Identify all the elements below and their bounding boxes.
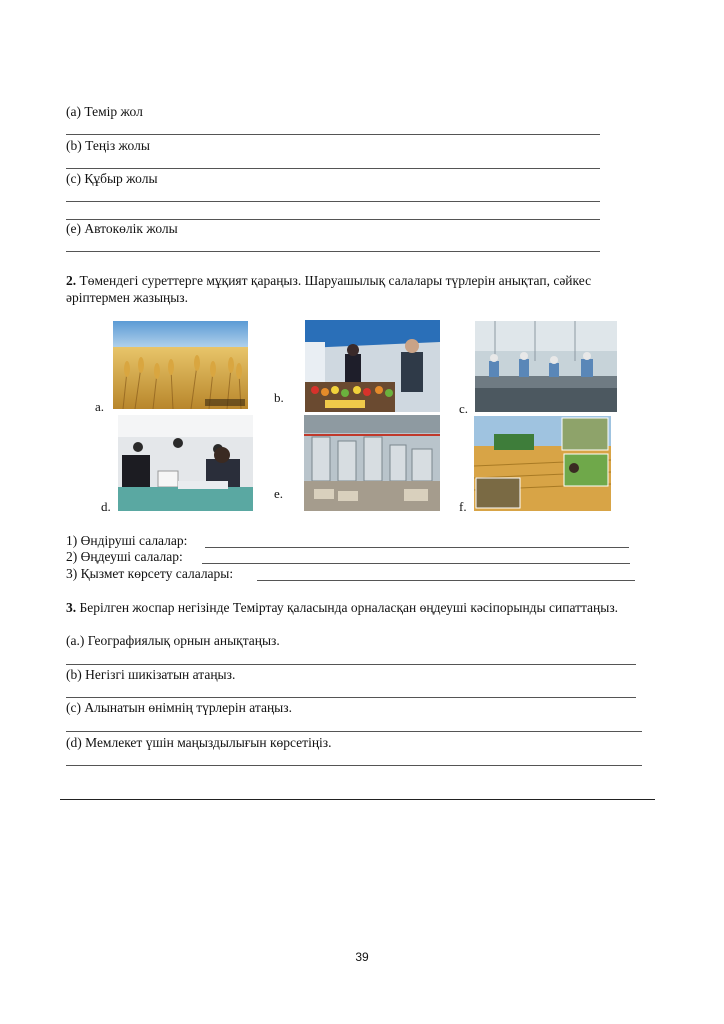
answer-line: [66, 168, 600, 169]
harvest-collage-photo: [474, 416, 611, 511]
answer-line: [205, 547, 629, 548]
question-2: [66, 272, 656, 306]
q3-item-a: (а.) Географиялық орнын анықтаңыз.: [66, 633, 280, 648]
processing-plant-photo: [304, 415, 440, 511]
answer-label-2: 2) Өңдеуші салалар:: [66, 549, 183, 564]
q1-item-c: (c) Құбыр жолы: [66, 171, 158, 186]
image-letter-f: f.: [459, 499, 467, 514]
question-number: 2.: [66, 273, 77, 288]
answer-line: [66, 219, 600, 220]
question-3: [66, 599, 656, 616]
question-text: Төмендегі суреттерге мұқият қараңыз. Шаруашылық салалары түрлерін анықтап, сәйкес әріптермен жазыңыз.: [66, 273, 592, 305]
q3-item-c: (c) Алынатын өнімнің түрлерін атаңыз.: [66, 700, 292, 715]
image-letter-e: e.: [274, 486, 284, 501]
q3-item-d: (d) Мемлекет үшін маңыздылығын көрсетіңіз.: [66, 735, 332, 750]
bank-office-photo: [118, 415, 253, 511]
q1-item-b: (b) Теңіз жолы: [66, 138, 150, 153]
answer-line: [66, 697, 636, 698]
answer-line: [66, 731, 642, 732]
answer-line: [202, 563, 630, 564]
answer-label-1: 1) Өндіруші салалар:: [66, 533, 188, 548]
q3-item-b: (b) Негізгі шикізатын атаңыз.: [66, 667, 236, 682]
image-letter-c: c.: [459, 401, 469, 416]
image-letter-d: d.: [101, 499, 111, 514]
answer-line: [66, 664, 636, 665]
image-letter-a: a.: [95, 399, 105, 414]
market-photo: [305, 320, 440, 412]
answer-line: [66, 134, 600, 135]
answer-label-3: 3) Қызмет көрсету салалары:: [66, 566, 234, 581]
image-letter-b: b.: [274, 390, 284, 405]
factory-workers-photo: [475, 321, 617, 412]
q1-item-a: (a) Темір жол: [66, 104, 143, 119]
answer-line: [66, 201, 600, 202]
q1-item-e: (e) Автокөлік жолы: [66, 221, 178, 236]
answer-line: [66, 765, 642, 766]
question-text: Берілген жоспар негізінде Теміртау қаласында орналасқан өңдеуші кәсіпорынды сипаттаңыз.: [76, 600, 619, 615]
answer-line: [66, 251, 600, 252]
section-divider: [60, 799, 655, 800]
answer-line: [257, 580, 635, 581]
page-number: 39: [355, 950, 369, 964]
question-number: 3.: [66, 600, 77, 615]
wheat-field-photo: [113, 321, 248, 409]
